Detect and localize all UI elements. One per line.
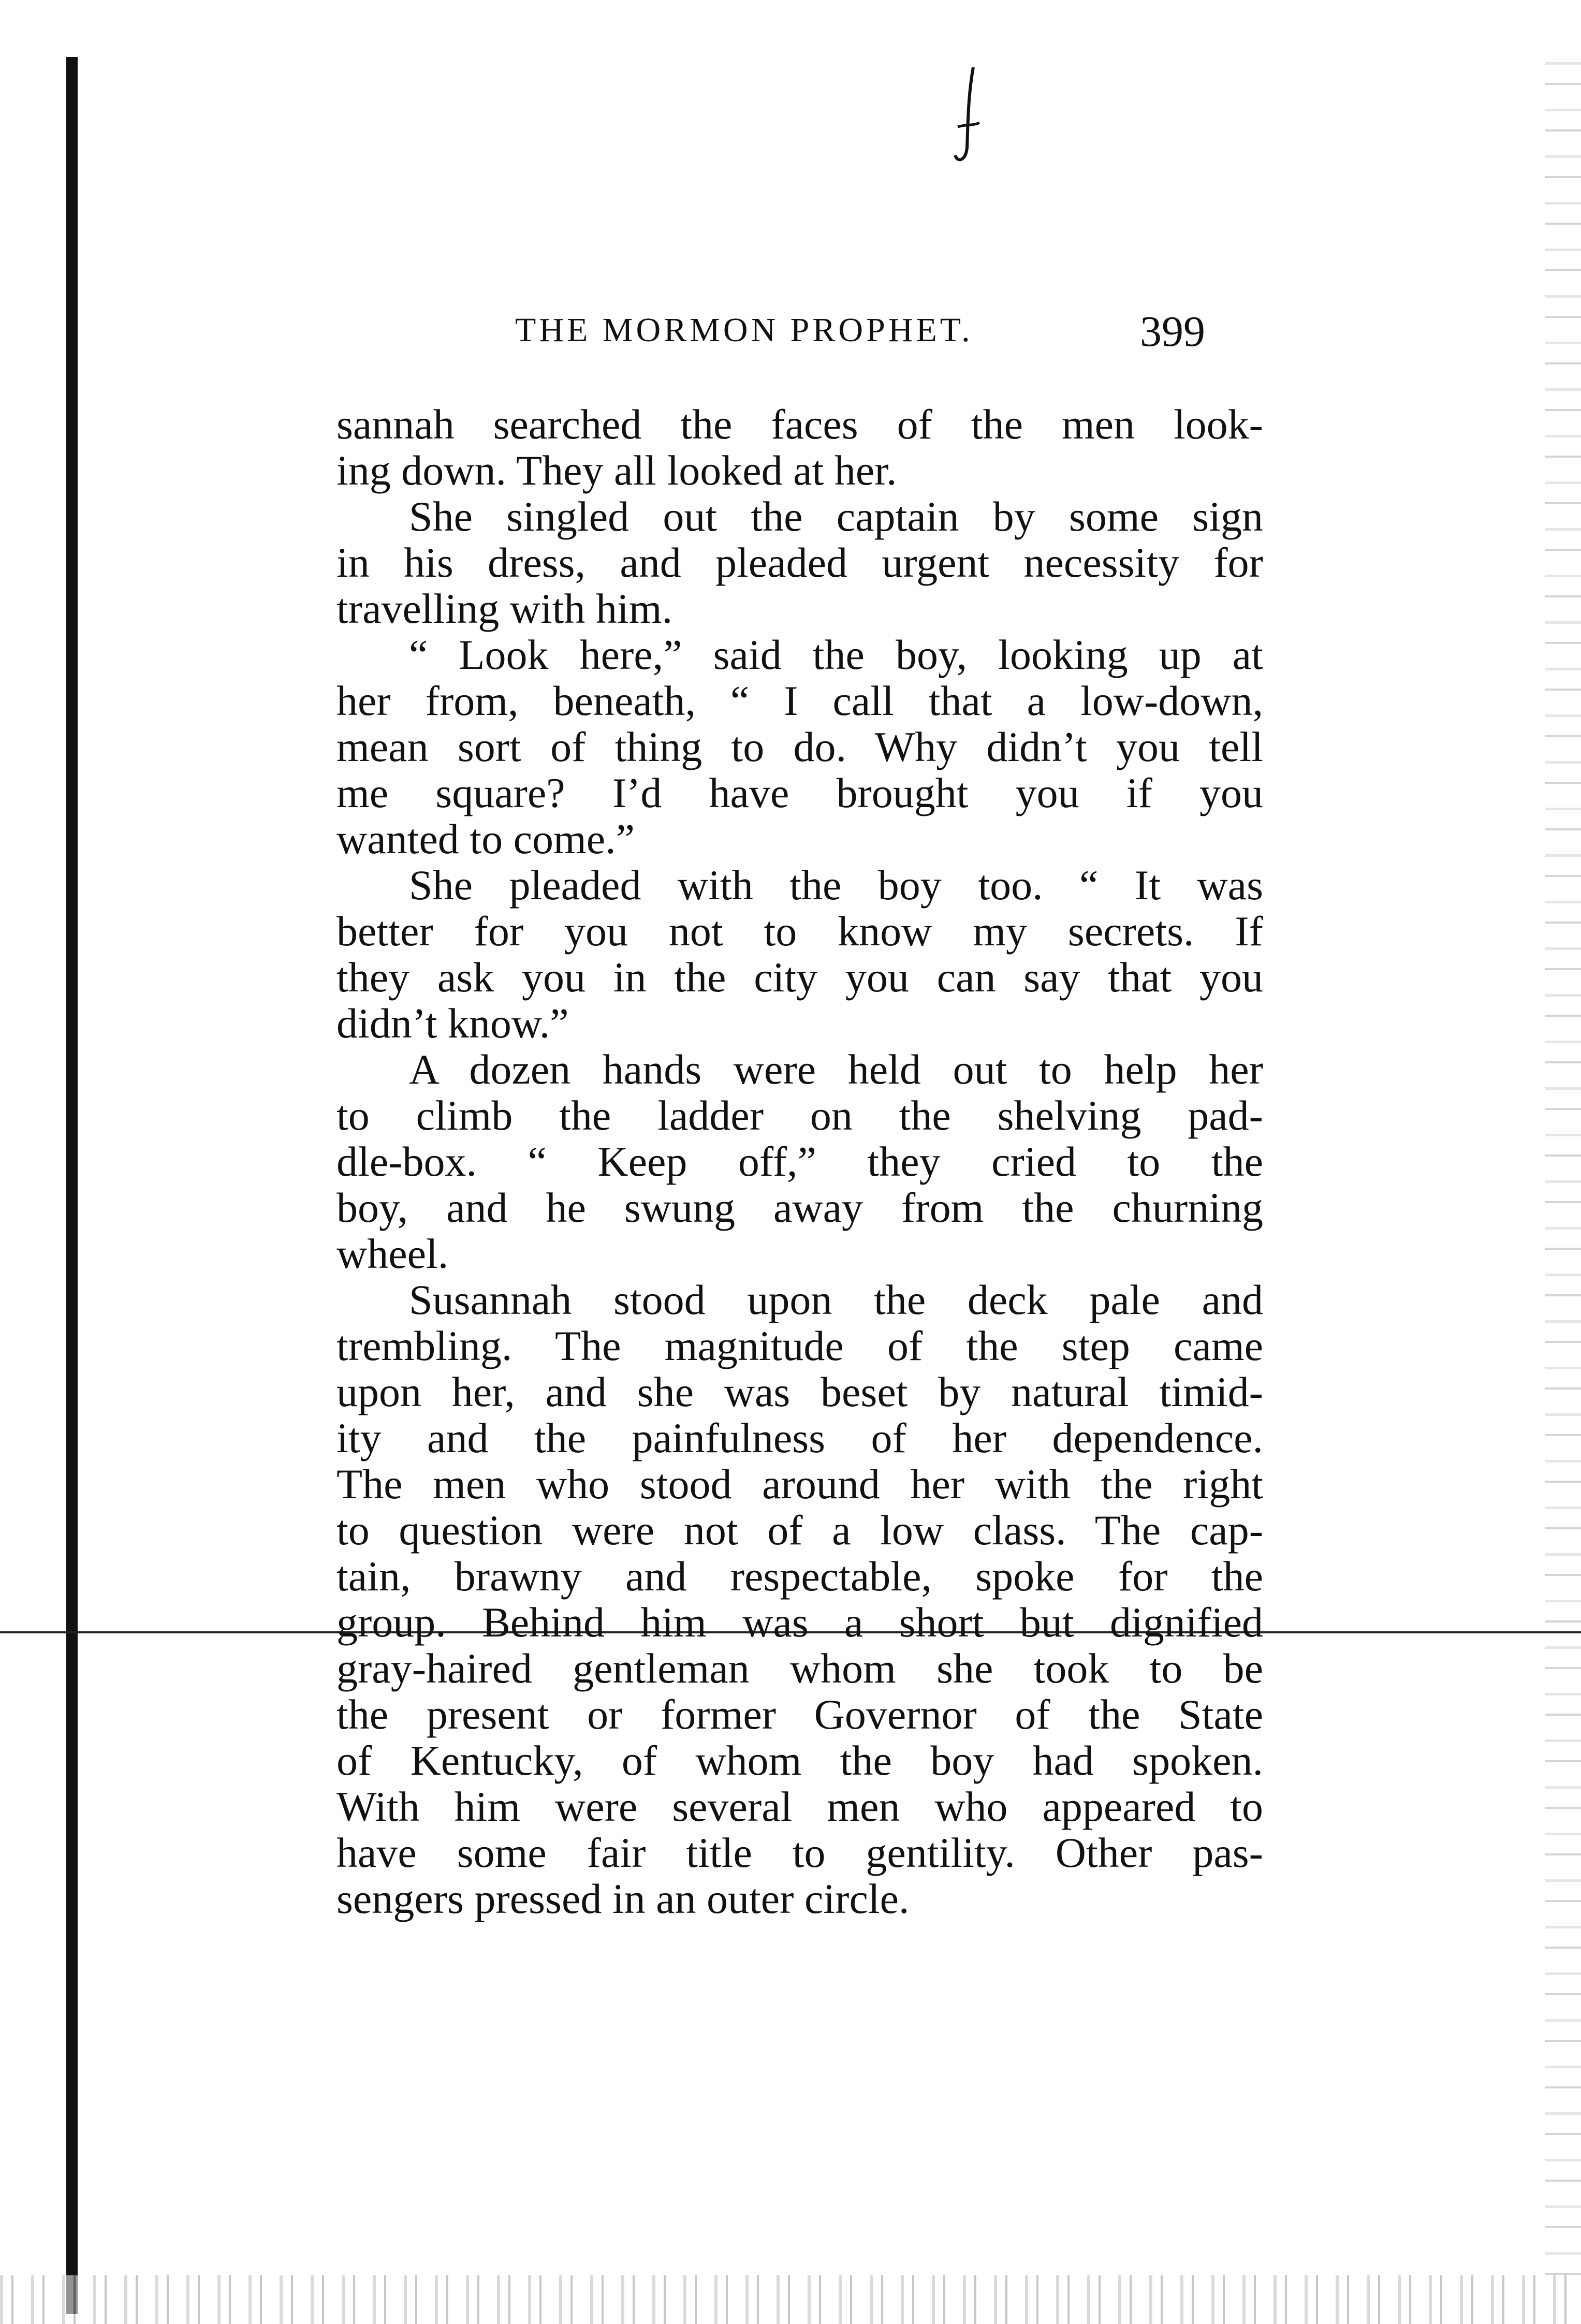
text-line: didn’t know.”: [336, 1000, 569, 1047]
handwritten-mark: [953, 65, 984, 168]
text-line: gray-haired gentleman whom she took to be: [336, 1645, 1263, 1692]
text-line: ity and the painfulness of her dependence.: [336, 1414, 1263, 1461]
text-line: upon her, and she was beset by natural timid-: [336, 1368, 1263, 1415]
text-line: group. Behind him was a short but dignified: [336, 1599, 1263, 1646]
text-line: have some fair title to gentility. Other pas-: [336, 1829, 1263, 1876]
text-line: She pleaded with the boy too. “ It was: [409, 861, 1263, 909]
text-line: wheel.: [336, 1230, 449, 1277]
text-line: sengers pressed in an outer circle.: [336, 1875, 910, 1922]
text-line: With him were several men who appeared to: [336, 1783, 1263, 1830]
text-line: they ask you in the city you can say that you: [336, 954, 1263, 1001]
page-edge-bottom: [0, 2275, 1581, 2324]
text-line: “ Look here,” said the boy, looking up at: [409, 631, 1263, 678]
page-number: 399: [1140, 308, 1205, 356]
text-line: me square? I’d have brought you if you: [336, 769, 1263, 816]
text-line: trembling. The magnitude of the step came: [336, 1322, 1263, 1369]
text-line: mean sort of thing to do. Why didn’t you tell: [336, 723, 1263, 770]
text-line: travelling with him.: [336, 585, 673, 632]
text-line: Susannah stood upon the deck pale and: [409, 1276, 1263, 1323]
text-line: better for you not to know my secrets. If: [336, 908, 1263, 955]
text-line: the present or former Governor of the State: [336, 1691, 1263, 1738]
text-line: The men who stood around her with the right: [336, 1460, 1263, 1508]
text-line: ing down. They all looked at her.: [336, 447, 897, 494]
running-title: THE MORMON PROPHET.: [515, 311, 973, 349]
text-line: wanted to come.”: [336, 815, 635, 863]
text-line: to climb the ladder on the shelving pad-: [336, 1092, 1263, 1139]
text-line: of Kentucky, of whom the boy had spoken.: [336, 1737, 1263, 1784]
text-line: in his dress, and pleaded urgent necessity for: [336, 539, 1263, 586]
text-line: tain, brawny and respectable, spoke for the: [336, 1553, 1263, 1600]
page-header: [342, 303, 1258, 365]
text-line: dle-box. “ Keep off,” they cried to the: [336, 1138, 1263, 1185]
text-line: She singled out the captain by some sign: [409, 493, 1263, 540]
text-line: sannah searched the faces of the men look-: [336, 401, 1263, 448]
text-line: to question were not of a low class. The cap-: [336, 1507, 1263, 1554]
page-edge-right: [1545, 62, 1581, 2288]
body-text: [336, 401, 1263, 1922]
text-line: her from, beneath, “ I call that a low-down,: [336, 677, 1263, 724]
binding-edge: [66, 57, 78, 2314]
text-line: A dozen hands were held out to help her: [409, 1046, 1263, 1093]
text-line: boy, and he swung away from the churning: [336, 1184, 1263, 1231]
